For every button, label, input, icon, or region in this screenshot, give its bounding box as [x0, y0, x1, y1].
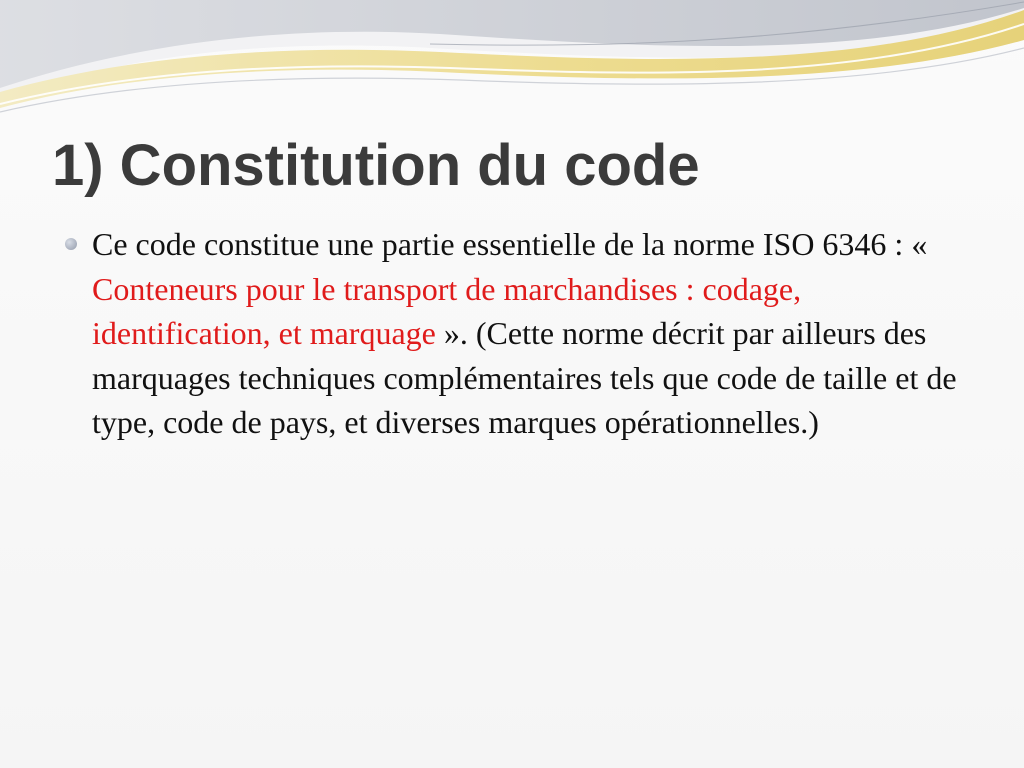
header-swoosh-decoration	[0, 0, 1024, 125]
slide-title: 1) Constitution du code	[52, 133, 700, 198]
bullet-text-lead: Ce code constitue une partie essentielle de la norme ISO 6346 : «	[92, 226, 928, 262]
bullet-icon	[65, 238, 77, 250]
bullet-text	[92, 222, 962, 445]
bullet-text-tail: ». (Cette norme décrit par ailleurs des marquages techniques complémentaires tels que code de taille et de type, code de pays, et diverses marques opérationnelles.)	[92, 315, 957, 440]
standard-title-highlight: Conteneurs pour le transport de marchandises : codage, identification, et marquage	[92, 270, 802, 351]
